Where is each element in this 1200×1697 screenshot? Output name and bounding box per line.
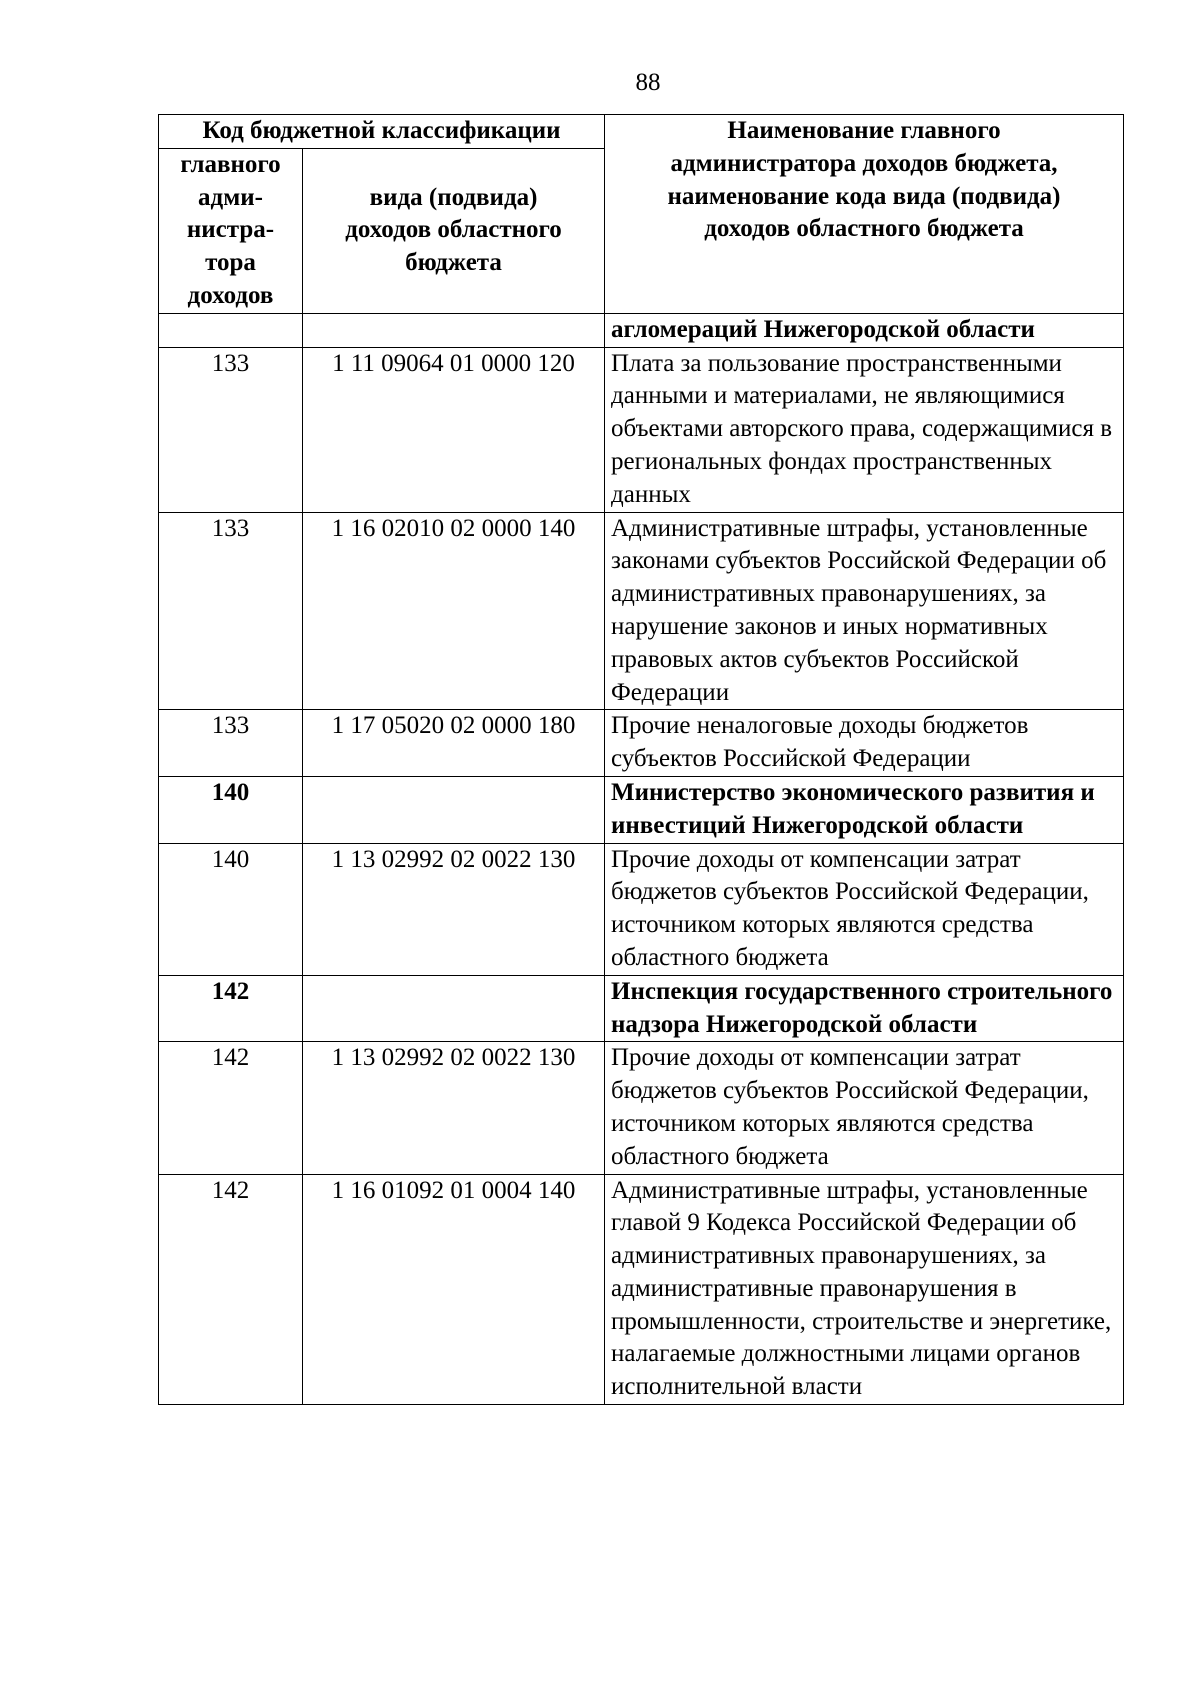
- name-cell: Прочие доходы от компенсации затрат бюджетов субъектов Российской Федерации, источником которых являются средства областного бюджета: [605, 843, 1124, 975]
- name-cell: Административные штрафы, установленные главой 9 Кодекса Российской Федерации об административных правонарушениях, за административные правонарушения в промышленности, строительстве и энергетике, налагаемые должностными лицами органов исполнительной власти: [605, 1174, 1124, 1405]
- table-row: [159, 710, 1124, 777]
- admin-code-cell: [159, 313, 303, 347]
- income-code-cell: [303, 313, 605, 347]
- name-cell: Плата за пользование пространственными данными и материалами, не являющимися объектами авторского права, содержащимися в региональных фондах пространственных данных: [605, 347, 1124, 512]
- header-admin-line: адми-: [198, 183, 263, 211]
- admin-code-cell: 140: [159, 776, 303, 843]
- name-cell: Министерство экономического развития и инвестиций Нижегородской области: [605, 776, 1124, 843]
- admin-code-cell: 133: [159, 512, 303, 710]
- table-row: [159, 313, 1124, 347]
- name-cell: Прочие неналоговые доходы бюджетов субъектов Российской Федерации: [605, 710, 1124, 777]
- table-row: [159, 843, 1124, 975]
- admin-code-cell: 133: [159, 710, 303, 777]
- header-code: [303, 148, 605, 313]
- header-admin-line: тора: [205, 249, 256, 277]
- income-code-cell: 1 11 09064 01 0000 120: [303, 347, 605, 512]
- income-code-cell: [303, 776, 605, 843]
- table-row: [159, 347, 1124, 512]
- name-cell: Административные штрафы, установленные законами субъектов Российской Федерации об административных правонарушениях, за нарушение законов и иных нормативных правовых актов субъектов Российской Федерации: [605, 512, 1124, 710]
- header-admin: [159, 148, 303, 313]
- admin-code-cell: 142: [159, 975, 303, 1042]
- budget-classification-table: [158, 114, 1124, 1405]
- header-name-line: доходов областного бюджета: [704, 215, 1024, 243]
- table-row: [159, 975, 1124, 1042]
- income-code-cell: 1 16 01092 01 0004 140: [303, 1174, 605, 1405]
- table-header: [159, 115, 1124, 314]
- table-body: [159, 313, 1124, 1404]
- admin-code-cell: 142: [159, 1174, 303, 1405]
- name-cell: Инспекция государственного строительного надзора Нижегородской области: [605, 975, 1124, 1042]
- admin-code-cell: 142: [159, 1042, 303, 1174]
- admin-code-cell: 140: [159, 843, 303, 975]
- admin-code-cell: 133: [159, 347, 303, 512]
- header-admin-line: главного: [180, 150, 281, 178]
- income-code-cell: 1 16 02010 02 0000 140: [303, 512, 605, 710]
- income-code-cell: 1 17 05020 02 0000 180: [303, 710, 605, 777]
- header-classification-code: Код бюджетной классификации: [159, 115, 605, 149]
- header-name-line: наименование кода вида (подвида): [667, 182, 1061, 210]
- table-row: [159, 776, 1124, 843]
- income-code-cell: 1 13 02992 02 0022 130: [303, 1042, 605, 1174]
- table-row: [159, 1174, 1124, 1405]
- page-number: 88: [635, 69, 661, 96]
- header-name-line: администратора доходов бюджета,: [670, 149, 1058, 177]
- income-code-cell: [303, 975, 605, 1042]
- header-admin-line: доходов: [187, 281, 274, 309]
- table-row: [159, 1042, 1124, 1174]
- header-code-line: доходов областного: [345, 216, 562, 244]
- header-admin-line: нистра-: [186, 216, 275, 244]
- income-code-cell: 1 13 02992 02 0022 130: [303, 843, 605, 975]
- name-cell: агломераций Нижегородской области: [605, 313, 1124, 347]
- table-row: [159, 512, 1124, 710]
- name-cell: Прочие доходы от компенсации затрат бюджетов субъектов Российской Федерации, источником которых являются средства областного бюджета: [605, 1042, 1124, 1174]
- header-code-line: вида (подвида): [369, 183, 538, 211]
- header-name: [605, 115, 1124, 314]
- header-code-line: бюджета: [405, 249, 502, 277]
- header-name-line: Наименование главного: [727, 117, 1001, 144]
